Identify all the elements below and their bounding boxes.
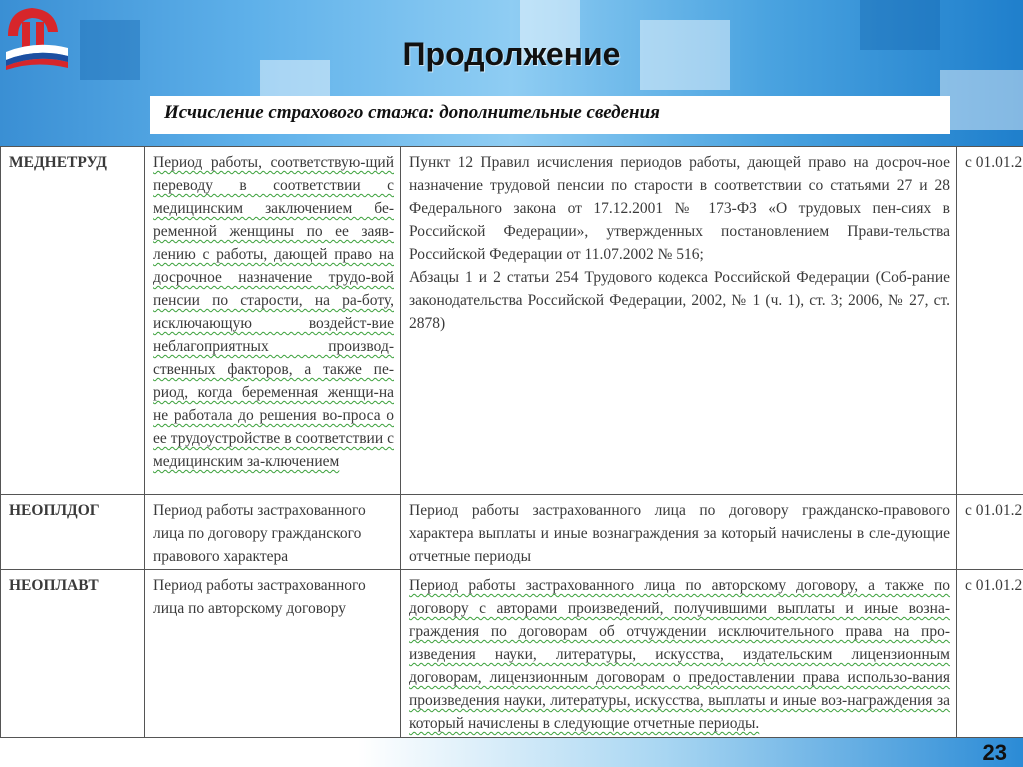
row-date: с 01.01.2 xyxy=(957,570,1023,738)
table-row xyxy=(1,495,1023,570)
insurance-period-table xyxy=(0,146,1023,738)
table-row xyxy=(1,570,1023,738)
row-date: с 01.01.2 xyxy=(957,495,1023,570)
decor-tile xyxy=(940,70,1023,130)
row-basis xyxy=(401,495,957,570)
row-basis xyxy=(401,570,957,738)
row-period: Период работы застрахованного лица по авторскому договору xyxy=(145,570,401,738)
table-row xyxy=(1,147,1023,495)
row-code: НЕОПЛДОГ xyxy=(1,495,145,570)
slide-subtitle: Исчисление страхового стажа: дополнительные сведения xyxy=(164,102,660,123)
page-number: 23 xyxy=(982,740,1007,765)
basis-line: Пункт 12 Правил исчисления периодов работы, дающей право на досроч-ное назначение трудовой пенсии по старости в соответствии со статьями 27 и 28 Федерального закона от 17.12.2001 № 173-ФЗ «О трудовых пен-сиях в Российской Федерации», утвержденных постановлением Прави-тельства Российской Федерации от 11.07.2002 № 516; xyxy=(409,154,950,263)
document-excerpt xyxy=(0,146,1023,738)
basis-line: Абзацы 1 и 2 статьи 254 Трудового кодекса Российской Федерации (Соб-рание законодательства Российской Федерации, 2002, № 1 (ч. 1), ст. 3; 2006, № 27, ст. 2878) xyxy=(409,269,950,332)
basis-line: Период работы застрахованного лица по авторскому договору, а также по договору с авторами произведений, получившими выплаты и иные возна-граждения по договорам об отчуждении исключительного права на про-изведения науки, литературы, искусства, издательским лицензионным договорам, лицензионным договорам о предоставлении права использо-вания произведения науки, литературы, искусства, выплаты и иные воз-награждения за который начислены в следующие отчетные периоды. xyxy=(409,577,950,732)
basis-line: Период работы застрахованного лица по договору гражданско-правового характера выплаты и иные вознаграждения за который начислены в сле-дующие отчетные периоды xyxy=(409,502,950,565)
row-period: Период работы застрахованного лица по договору гражданского правового характера xyxy=(145,495,401,570)
row-period xyxy=(145,147,401,495)
row-date: с 01.01.2 xyxy=(957,147,1023,495)
row-code: МЕДНЕТРУД xyxy=(1,147,145,495)
slide-title: Продолжение xyxy=(402,36,621,72)
period-text: Период работы, соответствую-щий переводу в соответствии с медицинским заключением бе-ременной женщины по ее заяв-лению с работы, дающей право на досрочное назначение трудо-вой пенсии по старости, на ра-боту, исключающую воздейст-вие неблагоприятных производ-ственных факторов, а также пе-риод, когда беременная женщи-на не работала до решения во-проса о ее трудоустройстве в соответствии с медицинским за-ключением xyxy=(153,154,394,470)
row-basis xyxy=(401,147,957,495)
footer-band xyxy=(0,738,1023,767)
row-code: НЕОПЛАВТ xyxy=(1,570,145,738)
